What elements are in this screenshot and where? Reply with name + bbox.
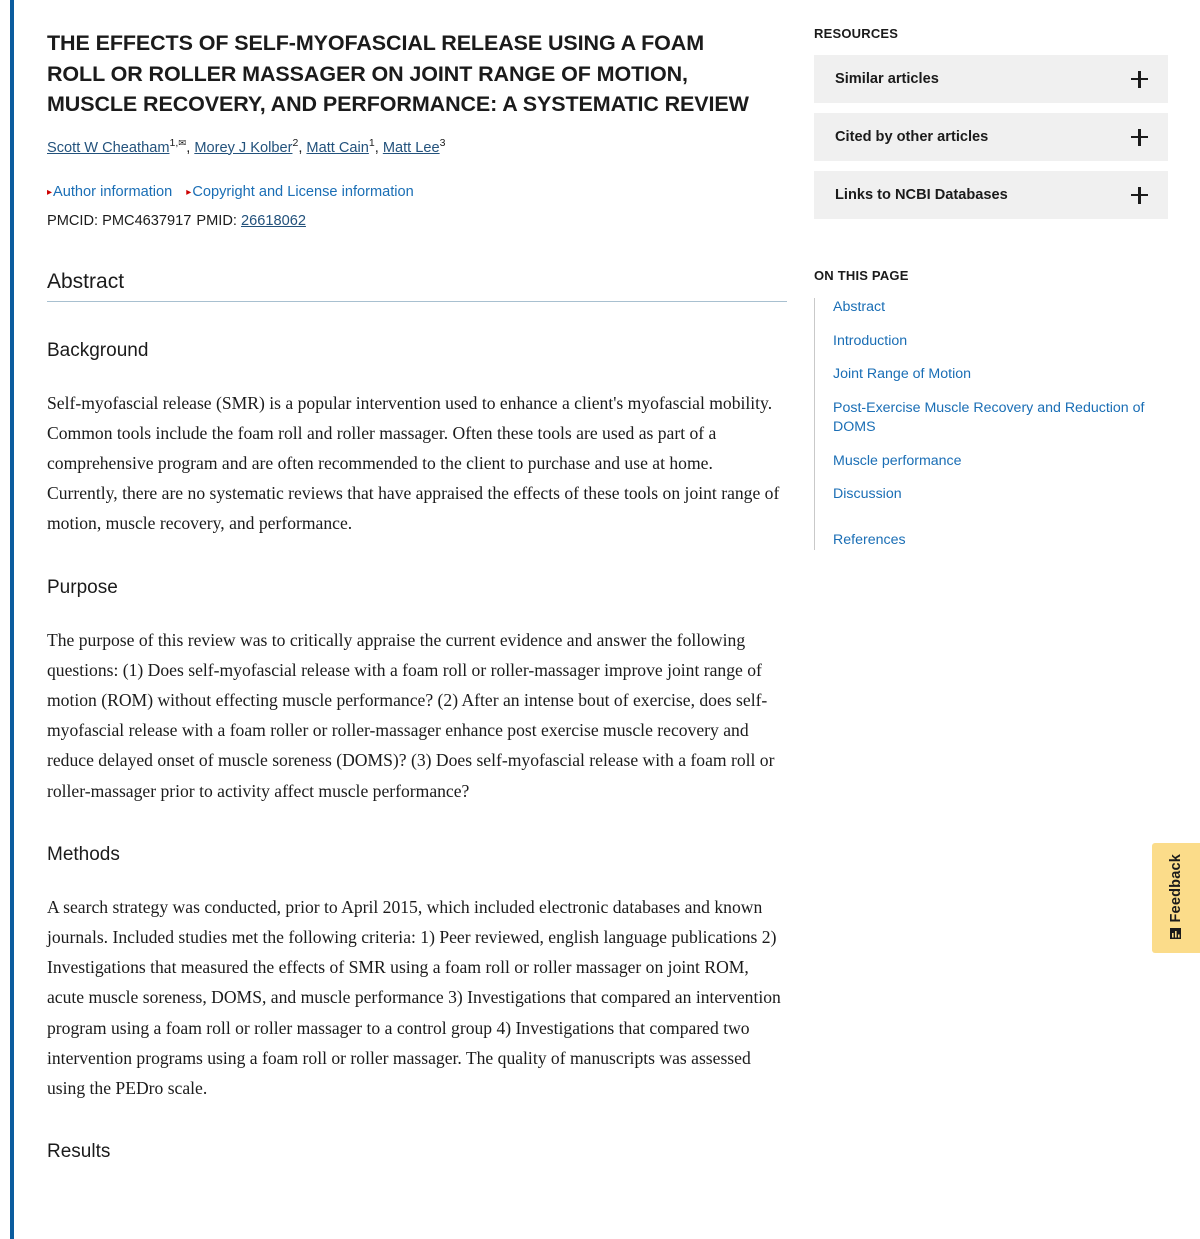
triangle-right-icon: ▸ — [47, 186, 53, 198]
article-main-column — [47, 0, 787, 1189]
pmid-label: PMID: — [196, 212, 237, 229]
article-info-links — [47, 182, 787, 204]
article-sidebar — [814, 0, 1168, 566]
author-link-1[interactable]: Scott W Cheatham — [47, 139, 170, 156]
abstract-heading: Abstract — [47, 269, 125, 293]
author-link-4[interactable]: Matt Lee — [382, 139, 440, 156]
plus-icon[interactable] — [1131, 129, 1148, 146]
copyright-license-link[interactable]: Copyright and License information — [192, 183, 414, 200]
resource-panel-links-to-ncbi-databases[interactable] — [814, 171, 1168, 219]
author-link-2[interactable]: Morey J Kolber — [194, 139, 293, 156]
resource-panel-label: Similar articles — [835, 71, 939, 87]
page-title: THE EFFECTS OF SELF-MYOFASCIAL RELEASE USING A FOAM ROLL OR ROLLER MASSAGER ON JOINT RANGE OF MOTION, MUSCLE RECOVERY, AND PERFORMANCE: A SYSTEMATIC REVIEW — [47, 31, 749, 116]
abstract-subheading-results: Results — [47, 1141, 111, 1163]
resource-panel-similar-articles[interactable] — [814, 55, 1168, 103]
feedback-tab[interactable] — [1152, 843, 1200, 953]
toc-item-joint-range-of-motion[interactable]: Joint Range of Motion — [833, 366, 972, 382]
pmcid-value: PMC4637917 — [102, 212, 192, 229]
resources-heading: RESOURCES — [814, 26, 899, 41]
toc-item-references[interactable]: References — [833, 531, 906, 548]
author-affiliation-1: 1,✉ — [169, 136, 187, 149]
abstract-subheading-background: Background — [47, 339, 149, 361]
resource-panel-label: Cited by other articles — [835, 129, 989, 145]
on-this-page-heading: ON THIS PAGE — [814, 268, 909, 283]
toc-item-discussion[interactable]: Discussion — [833, 486, 902, 502]
author-affiliation-4: 3 — [439, 136, 446, 149]
feedback-chart-icon — [1169, 927, 1184, 942]
pmcid-label: PMCID: — [47, 212, 99, 229]
resource-panel-label: Links to NCBI Databases — [835, 187, 1008, 203]
triangle-right-icon: ▸ — [186, 186, 192, 198]
abstract-subheading-methods: Methods — [47, 843, 120, 865]
envelope-icon: ✉ — [178, 137, 187, 149]
article-identifiers — [47, 211, 787, 231]
toc-item-introduction[interactable]: Introduction — [833, 332, 908, 349]
author-list: Scott W Cheatham$^{1,✉}$, Morey J Kolber$^2$, Matt Cain$^1$, Matt Lee$^3$ — [47, 136, 446, 156]
plus-icon[interactable] — [1131, 71, 1148, 88]
pmid-link[interactable]: 26618062 — [241, 212, 306, 229]
author-information-link[interactable]: Author information — [53, 183, 173, 200]
author-affiliation-2: 2 — [292, 136, 299, 149]
abstract-paragraph-background: Self-myofascial release (SMR) is a popular intervention used to enhance a client's myofascial mobility. Common tools include the foam roll and roller massager. Often these tools are used as part of a comprehensive program and are often recommended to the client to purchase and use at home. Currently, there are no systematic reviews that have appraised the effects of these tools on joint range of motion, muscle recovery, and performance. — [47, 392, 780, 534]
abstract-paragraph-methods: A search strategy was conducted, prior to April 2015, which included electronic databases and known journals. Included studies met the following criteria: 1) Peer reviewed, english language publications 2) Investigations that measured the effects of SMR using a foam roll or roller massager on joint ROM, acute muscle soreness, DOMS, and muscle performance 3) Investigations that compared an intervention program using a foam roll or roller massager to a control group 4) Investigations that compared two intervention programs using a foam roll or roller massager. The quality of manuscripts was assessed using the PEDro scale. — [47, 896, 781, 1098]
toc-item-post-exercise-muscle-recovery[interactable]: Post-Exercise Muscle Recovery and Reduction of DOMS — [833, 399, 1145, 435]
on-this-page-nav — [814, 298, 1168, 550]
resource-panel-cited-by-other-articles[interactable] — [814, 113, 1168, 161]
plus-icon[interactable] — [1131, 187, 1148, 204]
resources-panel-list — [814, 55, 1168, 219]
feedback-label: Feedback — [1168, 854, 1184, 923]
author-link-3[interactable]: Matt Cain — [306, 139, 369, 156]
toc-item-abstract[interactable]: Abstract — [833, 299, 886, 315]
author-affiliation-3: 1 — [368, 136, 375, 149]
abstract-paragraph-purpose: The purpose of this review was to critically appraise the current evidence and answer the following questions: (1) Does self-myofascial release with a foam roll or roller-massager improve joint range of motion (ROM) without effecting muscle performance? (2) After an intense bout of exercise, does self-myofascial release with a foam roller or roller-massager enhance post exercise muscle recovery and reduce delayed onset of muscle soreness (DOMS)? (3) Does self-myofascial release with a foam roll or roller-massager prior to activity affect muscle performance? — [47, 629, 775, 801]
abstract-subheading-purpose: Purpose — [47, 576, 118, 598]
toc-item-muscle-performance[interactable]: Muscle performance — [833, 452, 962, 469]
abstract-paragraph-results — [47, 1163, 787, 1189]
